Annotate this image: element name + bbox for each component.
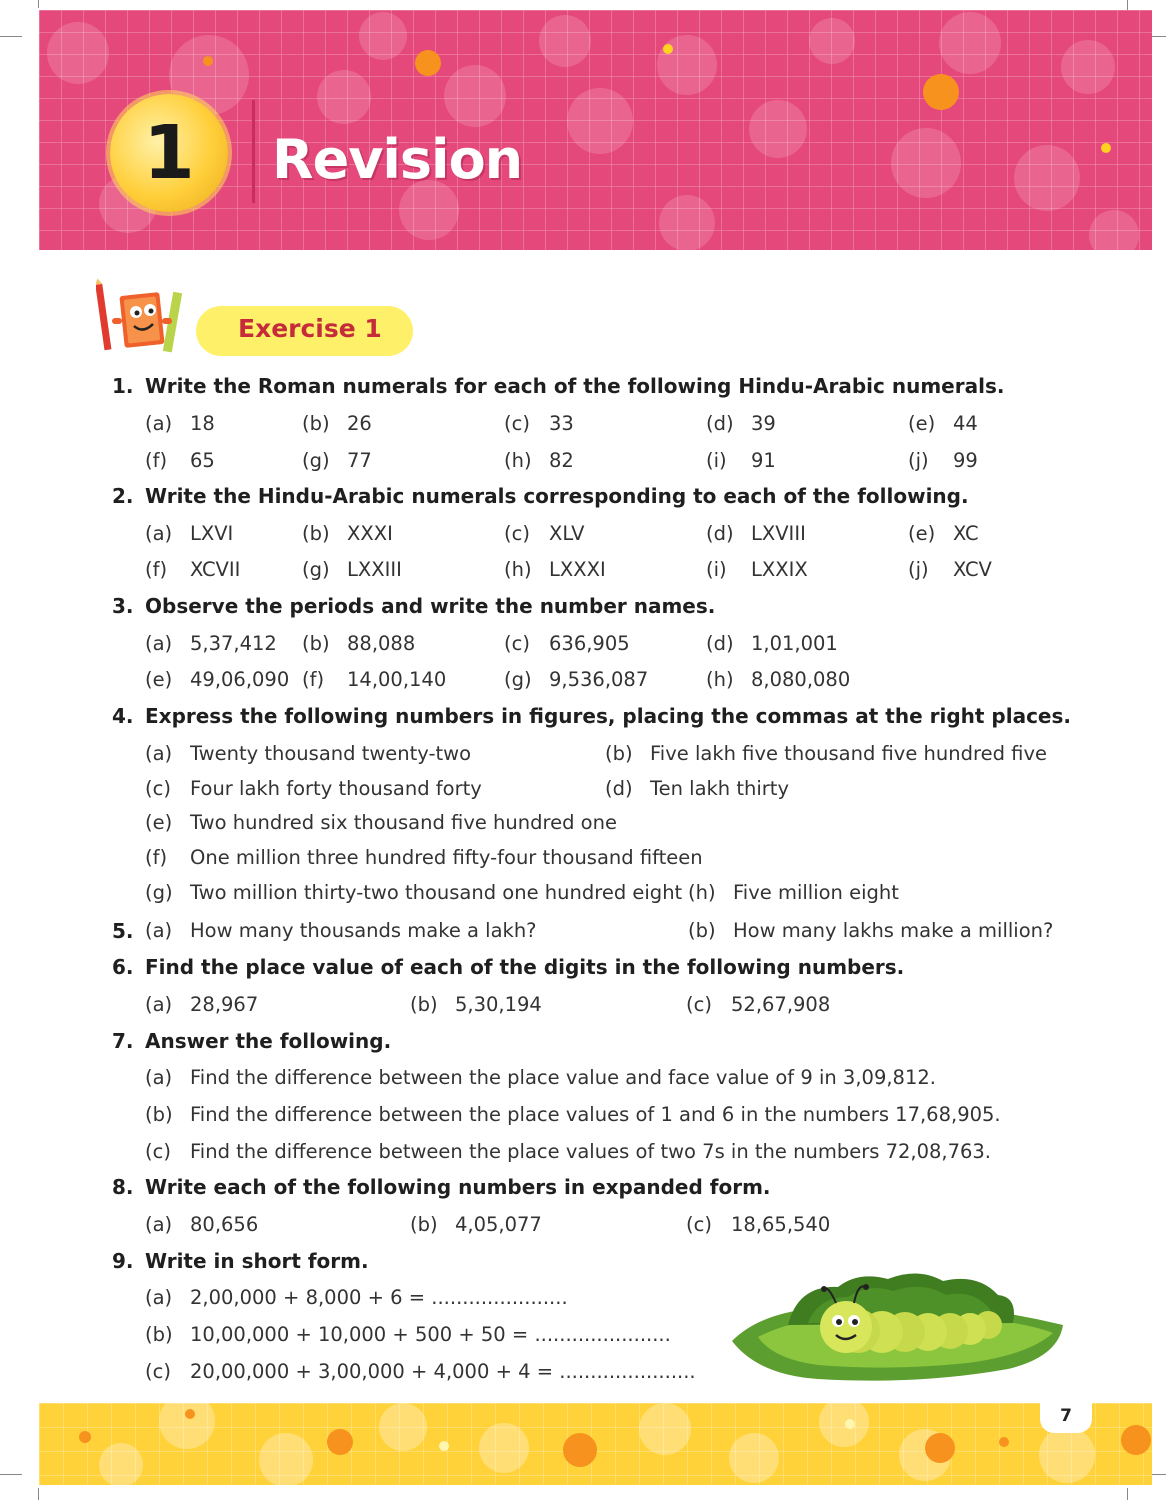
list-item: (c) 18,65,540	[686, 1213, 831, 1236]
list-item: (d) Ten lakh thirty	[605, 777, 789, 800]
list-item: (b) 26	[302, 412, 372, 435]
chapter-header-banner	[39, 10, 1152, 250]
question-9	[112, 1249, 369, 1273]
list-item: (d) 1,01,001	[706, 632, 838, 655]
question-number: 1.	[112, 374, 134, 398]
list-item: (b) 10,00,000 + 10,000 + 500 + 50 = ......................	[145, 1323, 671, 1346]
list-item: (b) How many lakhs make a million?	[688, 919, 1054, 942]
title-divider	[252, 100, 255, 203]
question-number: 8.	[112, 1175, 134, 1199]
footer-banner	[39, 1403, 1152, 1485]
list-item: (g) Two million thirty-two thousand one hundred eight	[145, 881, 683, 904]
list-item: (e) XC	[908, 522, 979, 545]
list-item: (h) 8,080,080	[706, 668, 851, 691]
list-item: (c) Four lakh forty thousand forty	[145, 777, 482, 800]
list-item: (f) 14,00,140	[302, 668, 447, 691]
list-item: (b) XXXI	[302, 522, 393, 545]
list-item: (a) Twenty thousand twenty-two	[145, 742, 472, 765]
list-item: (g) 77	[302, 449, 372, 472]
list-item: (g) 9,536,087	[504, 668, 649, 691]
list-item: (c) 52,67,908	[686, 993, 831, 1016]
list-item: (h) LXXXI	[504, 558, 606, 581]
list-item: (c) 636,905	[504, 632, 630, 655]
list-item: (e) 49,06,090	[145, 668, 290, 691]
question-number: 6.	[112, 955, 134, 979]
list-item: (b) 4,05,077	[410, 1213, 542, 1236]
page-number: 7	[1060, 1406, 1072, 1426]
list-item: (a) 2,00,000 + 8,000 + 6 = ......................	[145, 1286, 568, 1309]
crop-mark	[38, 1488, 39, 1500]
question-text: Write the Roman numerals for each of the following Hindu-Arabic numerals.	[145, 374, 1005, 398]
list-item: (a) Find the difference between the place value and face value of 9 in 3,09,812.	[145, 1066, 936, 1089]
question-number: 2.	[112, 484, 134, 508]
question-number: 7.	[112, 1029, 134, 1053]
chapter-number-badge	[110, 94, 228, 212]
list-item: (e) 44	[908, 412, 978, 435]
question-number: 9.	[112, 1249, 134, 1273]
chapter-number: 1	[143, 110, 195, 196]
question-number: 3.	[112, 594, 134, 618]
question-1	[112, 374, 1004, 398]
list-item: (a) 80,656	[145, 1213, 259, 1236]
list-item: (c) XLV	[504, 522, 585, 545]
question-6	[112, 955, 904, 979]
list-item: (i) LXXIX	[706, 558, 808, 581]
question-3	[112, 594, 715, 618]
list-item: (b) 5,30,194	[410, 993, 542, 1016]
exercise-title: Exercise 1	[238, 314, 382, 343]
list-item: (f) One million three hundred fifty-four thousand fifteen	[145, 846, 703, 869]
book-pencil-icon	[96, 278, 196, 358]
list-item: (b) Five lakh five thousand five hundred five	[605, 742, 1047, 765]
list-item: (c) 20,00,000 + 3,00,000 + 4,000 + 4 = ......................	[145, 1360, 696, 1383]
question-4	[112, 704, 1071, 728]
question-number: 5.	[112, 919, 134, 943]
list-item: (f) 65	[145, 449, 215, 472]
list-item: (a) LXVI	[145, 522, 234, 545]
list-item: (b) 88,088	[302, 632, 416, 655]
list-item: (d) 39	[706, 412, 776, 435]
list-item: (j) XCV	[908, 558, 992, 581]
list-item: (h) 82	[504, 449, 574, 472]
question-text: Write in short form.	[145, 1249, 369, 1273]
question-number: 4.	[112, 704, 134, 728]
question-text: Write the Hindu-Arabic numerals corresponding to each of the following.	[145, 484, 969, 508]
list-item: (c) 33	[504, 412, 574, 435]
caterpillar-illustration	[728, 1265, 1068, 1385]
list-item: (b) Find the difference between the place values of 1 and 6 in the numbers 17,68,905.	[145, 1103, 1001, 1126]
question-text: Write each of the following numbers in expanded form.	[145, 1175, 771, 1199]
list-item: (a) 28,967	[145, 993, 259, 1016]
question-text: Observe the periods and write the number names.	[145, 594, 716, 618]
question-7	[112, 1029, 391, 1053]
list-item: (i) 91	[706, 449, 776, 472]
list-item: (a) How many thousands make a lakh?	[145, 919, 537, 942]
list-item: (j) 99	[908, 449, 978, 472]
crop-mark	[0, 1474, 22, 1475]
list-item: (c) Find the difference between the place values of two 7s in the numbers 72,08,763.	[145, 1140, 992, 1163]
crop-mark	[0, 36, 22, 37]
question-text: Find the place value of each of the digits in the following numbers.	[145, 955, 905, 979]
question-8	[112, 1175, 771, 1199]
question-text: Answer the following.	[145, 1029, 392, 1053]
question-2	[112, 484, 969, 508]
list-item: (h) Five million eight	[688, 881, 899, 904]
list-item: (f) XCVII	[145, 558, 241, 581]
list-item: (a) 5,37,412	[145, 632, 277, 655]
list-item: (a) 18	[145, 412, 215, 435]
question-5	[112, 919, 145, 943]
crop-mark	[38, 0, 39, 8]
list-item: (g) LXXIII	[302, 558, 402, 581]
chapter-title: Revision	[272, 128, 523, 191]
question-text: Express the following numbers in figures, placing the commas at the right places.	[145, 704, 1071, 728]
list-item: (e) Two hundred six thousand five hundred one	[145, 811, 617, 834]
list-item: (d) LXVIII	[706, 522, 806, 545]
crop-mark	[1127, 1488, 1128, 1500]
